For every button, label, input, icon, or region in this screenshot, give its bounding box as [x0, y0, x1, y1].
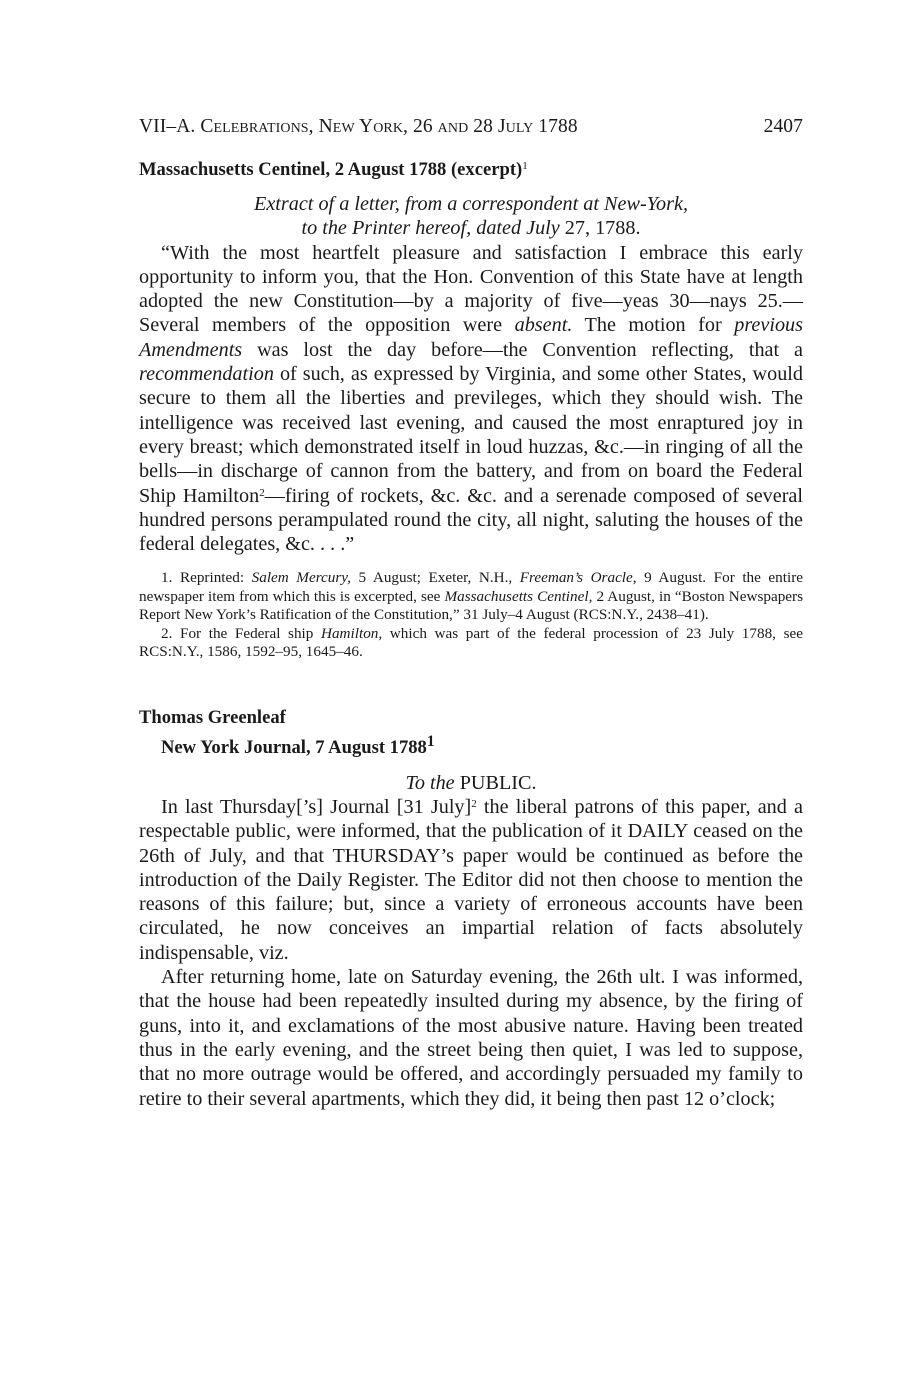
dateline — [139, 192, 803, 241]
letter-paragraph — [139, 241, 803, 557]
dateline-line-2 — [139, 216, 803, 240]
section-new-york-journal — [139, 706, 803, 1110]
text-run: 2 August, in “Boston Newspapers Report New York’s Ratification of the Constitution,” 31 July–4 August (RCS:N.Y., 2438–41). — [139, 587, 803, 624]
text-run: —firing of rockets, &c. &c. and a serenade composed of several hundred persons perampulated round the city, all night, saluting the houses of the federal delegates, &c. . . .” — [139, 484, 803, 556]
text-run: was lost the day before—the Convention reflecting, that a — [242, 338, 803, 361]
footnote-2 — [139, 625, 803, 662]
dateline-date: 27, 1788. — [559, 217, 641, 240]
dateline-line-1: Extract of a letter, from a correspondent at New-York, — [254, 193, 688, 215]
running-head — [139, 116, 803, 138]
journal-paragraph-2: After returning home, late on Saturday evening, the 26th ult. I was informed, that the house had been repeatedly insulted during my absence, by the firing of guns, into it, and exclamations of the most abusive nature. Having been treated thus in the early evening, and the street being then quiet, I was led to suppose, that no more outrage would be offered, and accordingly persuaded my family to retire to their several apartments, which they did, it being then past 12 o’clock; — [139, 966, 803, 1110]
text-run: “With the most heartfelt pleasure and satisfaction I embrace this early opportunity to inform you, that the Hon. Convention of this State have at length adopted the new Constitution—by a majority of five—yeas 30—nays 25.—Several members of the opposition were — [139, 241, 803, 337]
dateline-line-2-italic: to the Printer hereof, dated July — [301, 217, 560, 240]
page-number: 2407 — [763, 116, 803, 137]
footnotes — [139, 569, 803, 661]
italic-run: Salem Mercury, — [251, 569, 351, 587]
text-run: the liberal patrons of this paper, and a respectable public, were informed, that the publication of it DAILY ceased on the 26th of July, and that THURSDAY’s paper would be continued as before the introduction of the Daily Register. The Editor did not then choose to mention the reasons of this failure; but, since a variety of erroneous accounts have been circulated, he now conceives an impartial relation of facts absolutely indispensable, viz. — [139, 795, 803, 964]
footnote-ref: 2 — [259, 486, 265, 499]
section-title-text: Massachusetts Centinel, 2 August 1788 (excerpt) — [139, 159, 523, 180]
text-run: which was part of the federal procession of 23 July 1788, see RCS:N.Y., 1586, 1592–95, 1645–46. — [139, 624, 803, 661]
italic-run: absent. — [514, 314, 573, 337]
text-run: In last Thursday[’s] Journal [31 July] — [161, 795, 472, 818]
italic-run: recommendation — [139, 363, 274, 386]
newspaper-title: New York Journal, 7 August 1788 — [161, 737, 427, 759]
text-run: 2. For the Federal ship — [161, 624, 321, 642]
section-newspaper — [161, 730, 803, 760]
footnote-1 — [139, 569, 803, 624]
document-page — [139, 116, 803, 1111]
italic-run: Hamilton, — [321, 624, 383, 642]
italic-run: Massachusetts Centinel, — [444, 587, 593, 605]
section-title — [139, 158, 803, 182]
italic-run: Freeman’s Oracle, — [519, 569, 637, 587]
text-run: 9 August. For the entire newspaper item from which this is excerpted, see — [139, 569, 803, 605]
text-run: The motion for — [572, 314, 735, 337]
text-run: 1. Reprinted: — [161, 569, 252, 587]
journal-paragraph-1 — [139, 795, 803, 965]
journal-body — [139, 795, 803, 1111]
letter-body — [139, 241, 803, 557]
text-run: of such, as expressed by Virginia, and some other States, would secure to them all the liberties and previleges, which they should wish. The intelligence was received last evening, and caused the most enraptured joy in every breast; which demonstrated itself in loud huzzas, &c.—in ringing of all the bells—in discharge of cannon from the battery, and from on board the Federal Ship Hamilton — [139, 363, 803, 507]
footnote-ref: 1 — [522, 160, 528, 172]
text-run: 5 August; Exeter, N.H., — [350, 569, 520, 587]
footnote-ref: 1 — [426, 733, 435, 751]
section-massachusetts-centinel — [139, 158, 803, 661]
running-head-title: VII–A. Celebrations, New York, 26 and 28 July 1788 — [139, 116, 578, 137]
italic-run: previous Amendments — [139, 314, 803, 361]
footnote-ref: 2 — [471, 797, 477, 810]
address-heading — [139, 771, 803, 795]
section-author: Thomas Greenleaf — [139, 707, 286, 729]
text-run: PUBLIC. — [454, 771, 537, 794]
italic-run: To the — [405, 771, 455, 794]
